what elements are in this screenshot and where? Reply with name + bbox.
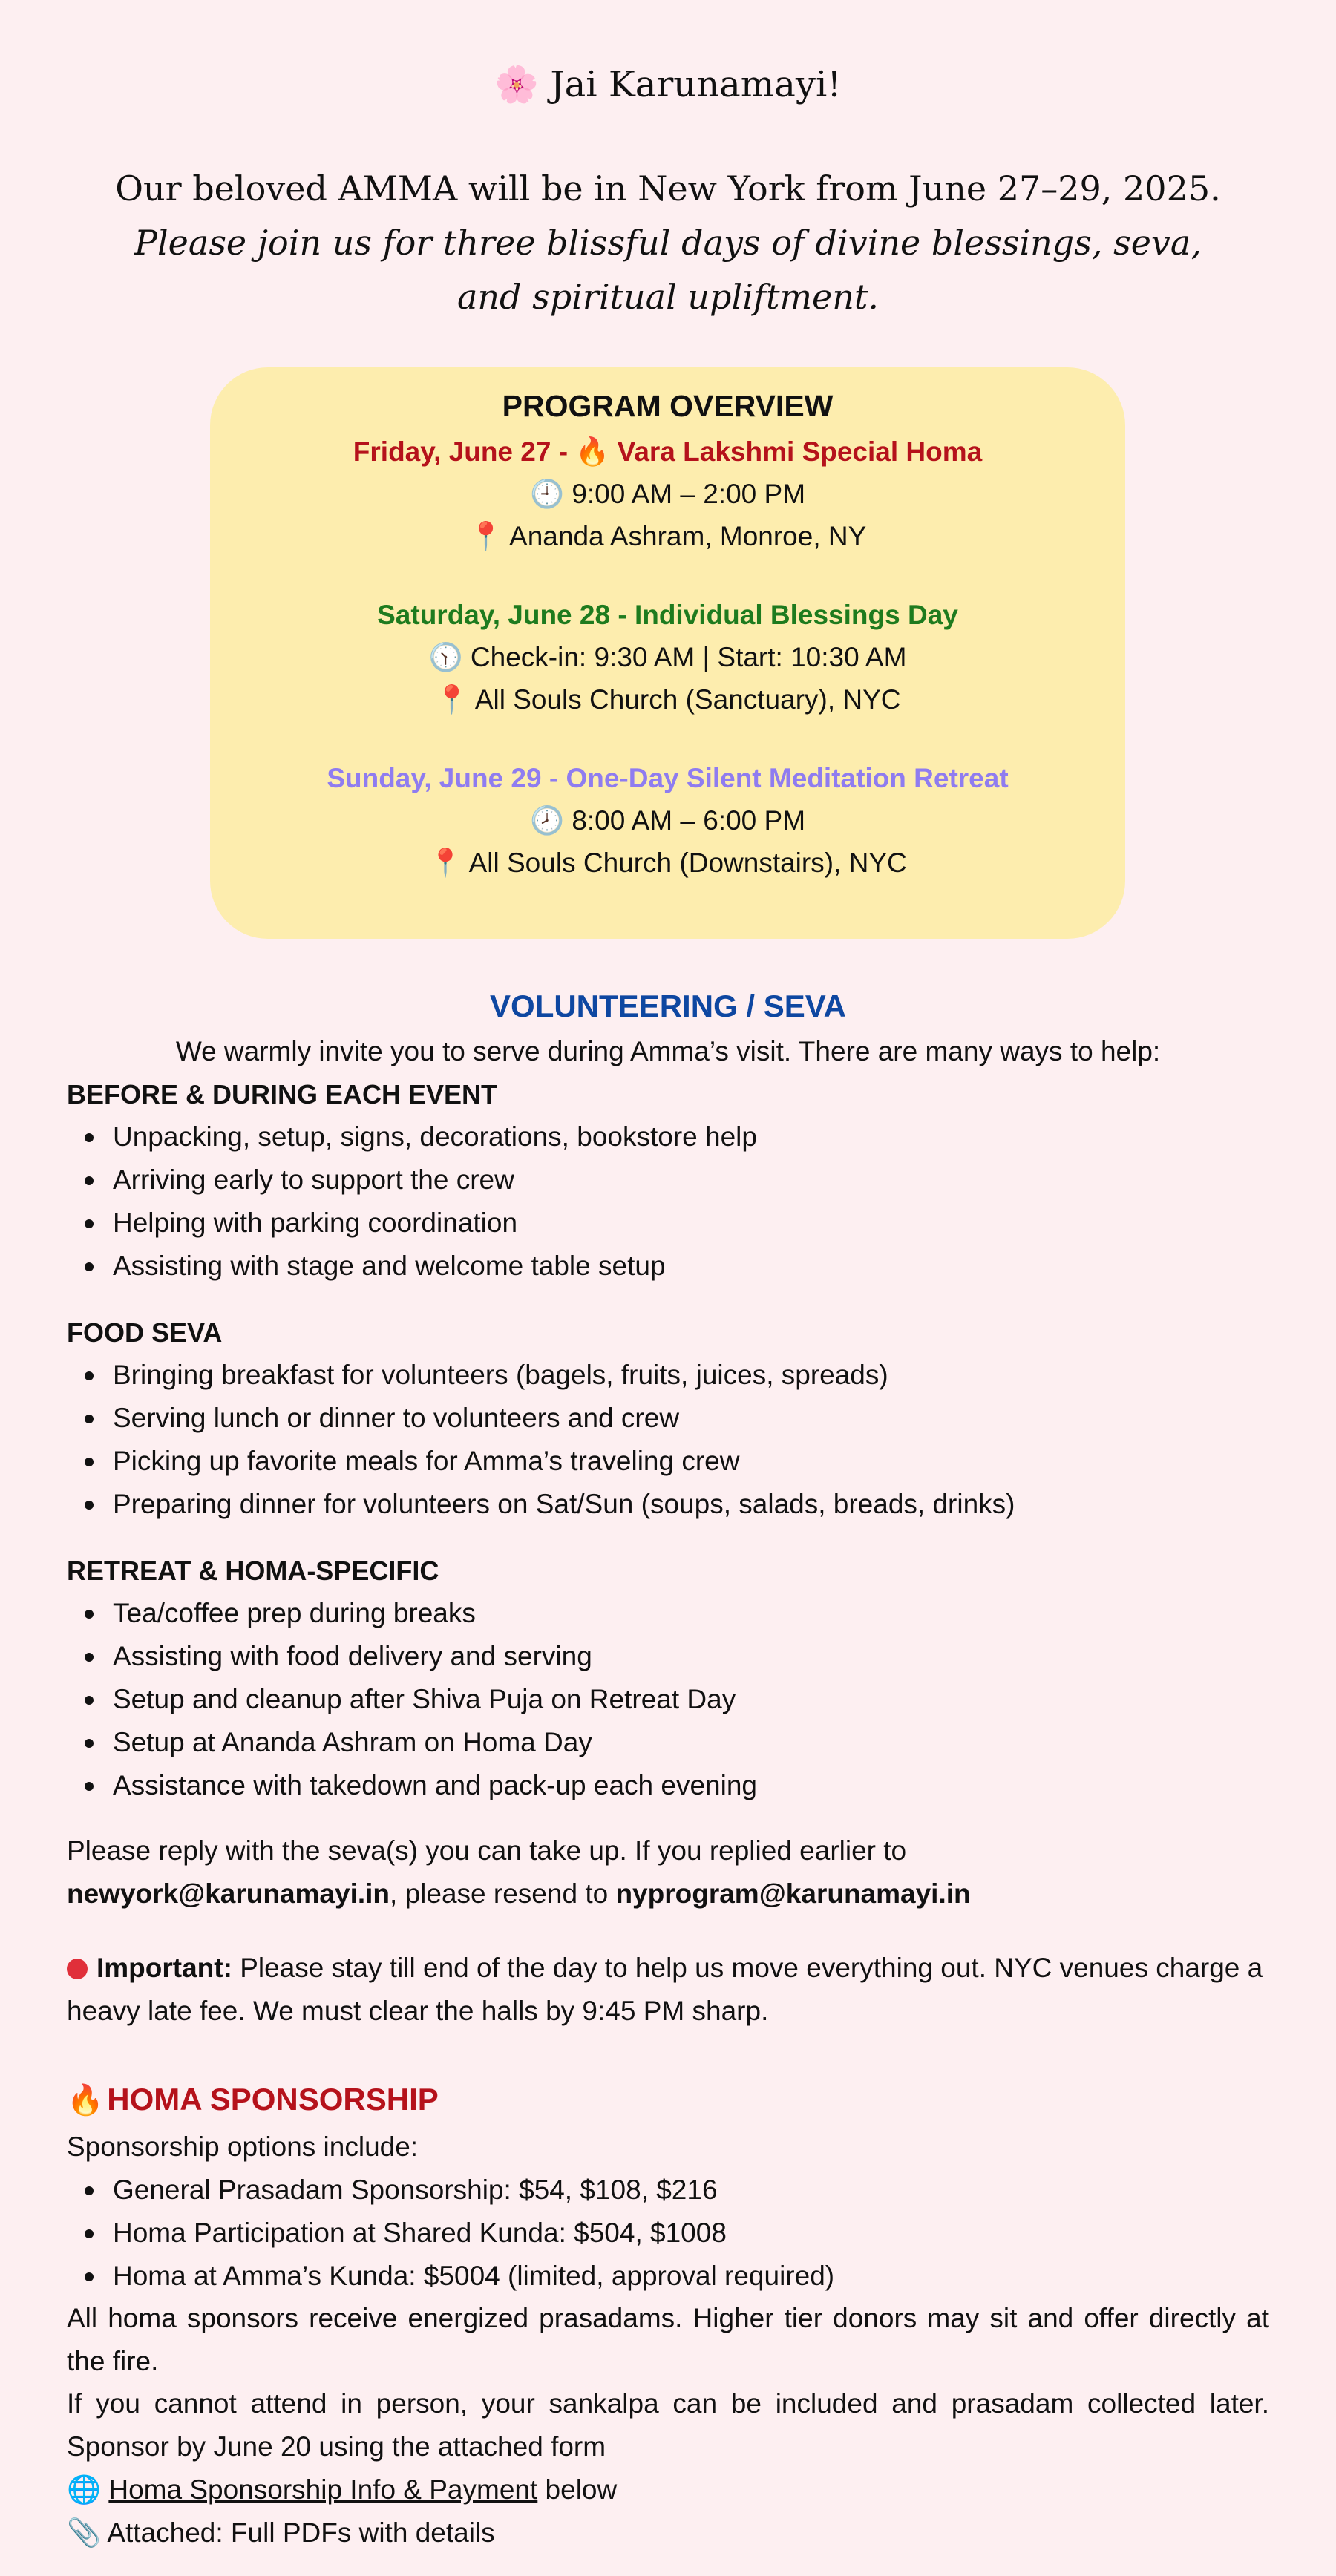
- program-overview-card: [210, 367, 1125, 939]
- list-item: Picking up favorite meals for Amma’s traveling crew: [67, 1440, 1254, 1483]
- attachment-note: 📎 Attached: Full PDFs with details: [67, 2517, 495, 2549]
- stop-sign-icon: [67, 1959, 88, 1979]
- pin-icon: 📍: [468, 520, 503, 552]
- list-item: Assistance with takedown and pack-up each evening: [67, 1764, 1254, 1807]
- announcement: [111, 162, 1225, 324]
- announcement-invite: Please join us for three blissful days of divine blessings, seva, and spiritual upliftment.: [134, 223, 1202, 317]
- list-item: Homa Participation at Shared Kunda: $504, $1008: [67, 2212, 1254, 2255]
- clock-icon: 🕗: [529, 804, 565, 836]
- globe-icon: 🌐: [67, 2474, 102, 2505]
- homa-heading: 🔥 HOMA SPONSORSHIP: [67, 2082, 439, 2117]
- list-item: Assisting with stage and welcome table setup: [67, 1245, 1254, 1288]
- paperclip-icon: 📎: [67, 2517, 102, 2549]
- event-place-friday: 📍 Ananda Ashram, Monroe, NY: [468, 520, 867, 552]
- blossom-icon: 🌸: [494, 64, 540, 105]
- sponsorship-intro: Sponsorship options include:: [67, 2131, 419, 2162]
- list-item: Serving lunch or dinner to volunteers and crew: [67, 1397, 1254, 1440]
- list-item: Setup and cleanup after Shiva Puja on Retreat Day: [67, 1678, 1254, 1721]
- fire-icon: 🔥: [67, 2083, 104, 2117]
- email-nyprogram[interactable]: nyprogram@karunamayi.in: [615, 1878, 971, 1909]
- list-before-during: [67, 1115, 1254, 1288]
- clock-icon: 🕥: [428, 641, 463, 673]
- announcement-line: Our beloved AMMA will be in New York from June 27–29, 2025.: [115, 168, 1221, 209]
- group-heading-food-seva: FOOD SEVA: [67, 1317, 223, 1348]
- list-item: Tea/coffee prep during breaks: [67, 1592, 1254, 1635]
- event-place-sunday: 📍 All Souls Church (Downstairs), NYC: [428, 847, 907, 879]
- greeting-text: Jai Karunamayi!: [550, 64, 842, 105]
- greeting-title: [0, 58, 1336, 111]
- volunteering-heading: VOLUNTEERING / SEVA: [490, 989, 846, 1023]
- reply-instructions: Please reply with the seva(s) you can take up. If you replied earlier to newyork@karunamayi.in, please resend to nyprogram@karunamayi.in: [67, 1835, 971, 1909]
- volunteering-intro: We warmly invite you to serve during Amma’s visit. There are many ways to help:: [175, 1036, 1161, 1066]
- list-retreat-homa: [67, 1592, 1254, 1807]
- important-label: Important:: [96, 1953, 232, 1983]
- list-item: General Prasadam Sponsorship: $54, $108, $216: [67, 2169, 1254, 2212]
- pin-icon: 📍: [428, 847, 463, 879]
- clock-icon: 🕘: [529, 478, 565, 510]
- sponsorship-info-link[interactable]: Homa Sponsorship Info & Payment: [108, 2474, 538, 2505]
- event-place-saturday: 📍 All Souls Church (Sanctuary), NYC: [434, 684, 901, 715]
- event-time-friday: 🕘 9:00 AM – 2:00 PM: [529, 478, 806, 510]
- list-item: Helping with parking coordination: [67, 1202, 1254, 1245]
- group-heading-retreat-homa: RETREAT & HOMA-SPECIFIC: [67, 1556, 439, 1586]
- program-heading: PROGRAM OVERVIEW: [502, 389, 834, 423]
- sponsorship-link-line: 🌐 Homa Sponsorship Info & Payment below: [67, 2474, 618, 2505]
- event-time-saturday: 🕥 Check-in: 9:30 AM | Start: 10:30 AM: [428, 641, 907, 673]
- fire-icon: 🔥: [575, 436, 610, 468]
- sponsor-benefits: All homa sponsors receive energized prasadams. Higher tier donors may sit and offer directly at the fire.: [67, 2303, 1269, 2376]
- sponsor-remote: If you cannot attend in person, your sankalpa can be included and prasadam collected later. Sponsor by June 20 using the attached form: [67, 2388, 1269, 2462]
- list-item: Arriving early to support the crew: [67, 1158, 1254, 1202]
- list-item: Assisting with food delivery and serving: [67, 1635, 1254, 1678]
- list-item: Unpacking, setup, signs, decorations, bookstore help: [67, 1115, 1254, 1158]
- email-newyork[interactable]: newyork@karunamayi.in: [67, 1878, 390, 1909]
- list-item: Preparing dinner for volunteers on Sat/Sun (soups, salads, breads, drinks): [67, 1483, 1254, 1526]
- pin-icon: 📍: [434, 684, 469, 715]
- event-title-saturday: Saturday, June 28 - Individual Blessings Day: [377, 600, 958, 630]
- list-item: Bringing breakfast for volunteers (bagels, fruits, juices, spreads): [67, 1354, 1254, 1397]
- event-title-friday: Friday, June 27 - 🔥 Vara Lakshmi Special Homa: [353, 436, 983, 468]
- group-heading-before-during: BEFORE & DURING EACH EVENT: [67, 1079, 498, 1110]
- event-time-sunday: 🕗 8:00 AM – 6:00 PM: [529, 804, 806, 836]
- list-item: Setup at Ananda Ashram on Homa Day: [67, 1721, 1254, 1764]
- list-item: Homa at Amma’s Kunda: $5004 (limited, approval required): [67, 2255, 1254, 2298]
- list-food-seva: [67, 1354, 1254, 1526]
- important-notice: Important: Please stay till end of the day to help us move everything out. NYC venues charge a heavy late fee. We must clear the halls by 9:45 PM sharp.: [67, 1953, 1263, 2026]
- event-title-sunday: Sunday, June 29 - One-Day Silent Meditation Retreat: [327, 763, 1009, 793]
- sponsorship-options: [67, 2169, 1254, 2298]
